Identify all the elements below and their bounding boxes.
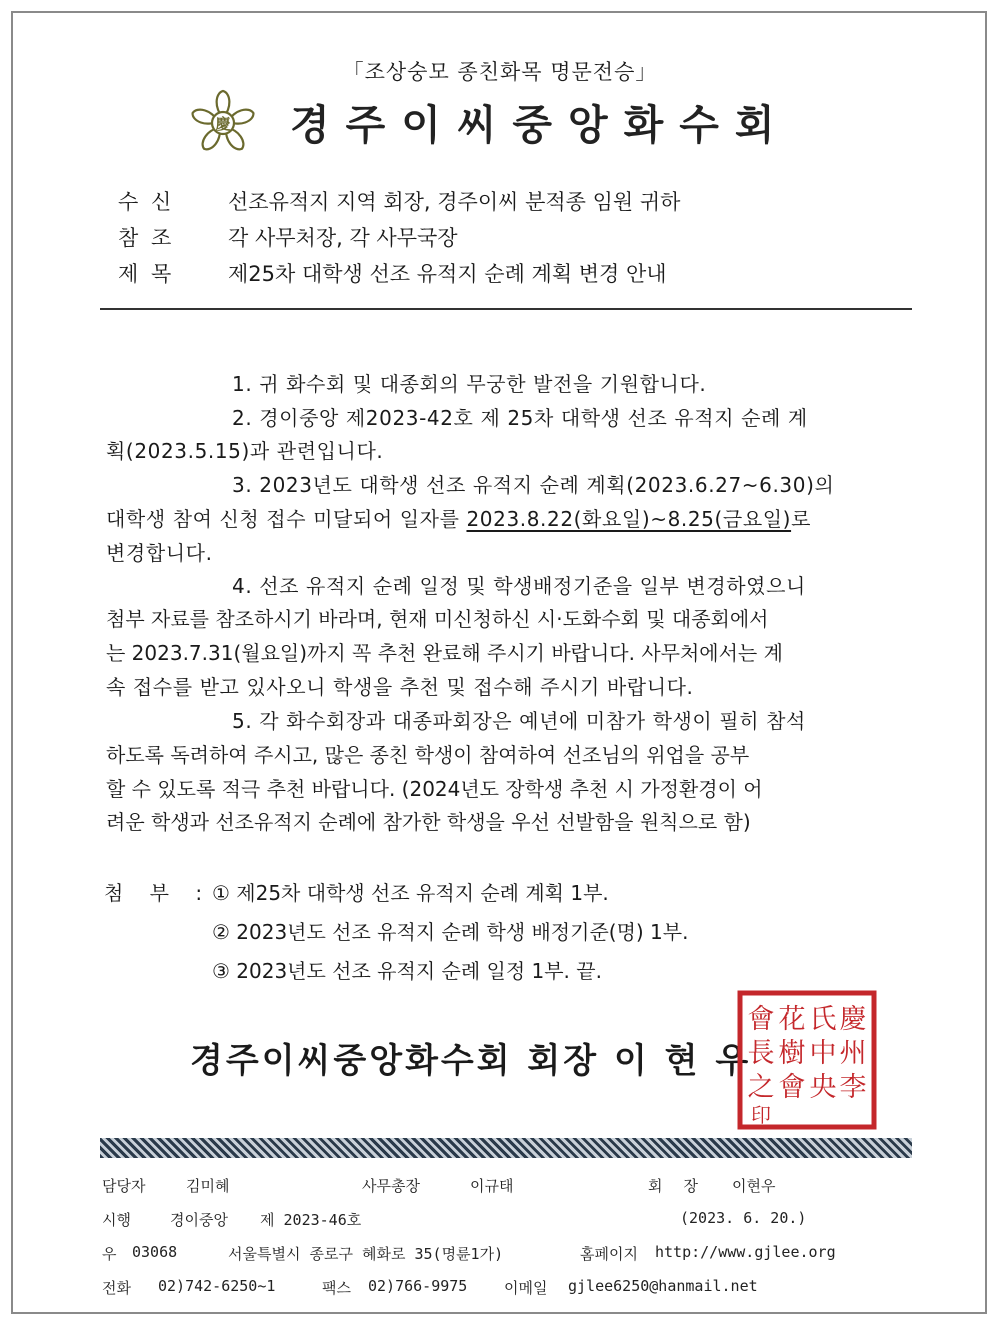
seal-char: 長 bbox=[747, 1038, 775, 1069]
recipient-value: 선조유적지 지역 회장, 경주이씨 분적종 임원 귀하 bbox=[228, 190, 681, 214]
paragraph-5-line-4: 려운 학생과 선조유적지 순례에 참가한 학생을 우선 선발함을 원칙으로 함) bbox=[106, 810, 751, 834]
footer-pattern-band bbox=[100, 1138, 912, 1158]
seal-char: 慶 bbox=[839, 1004, 867, 1035]
issue-number: 제 2023-46호 bbox=[260, 1211, 362, 1229]
seal-char: 央 bbox=[809, 1072, 837, 1103]
subject-value: 제25차 대학생 선조 유적지 순례 계획 변경 안내 bbox=[228, 262, 667, 286]
seal-char: 中 bbox=[809, 1038, 837, 1069]
secgen-label: 사무총장 bbox=[362, 1177, 420, 1195]
flower-emblem-icon bbox=[188, 88, 258, 158]
seal-char: 會 bbox=[778, 1072, 806, 1103]
cc-label: 참 조 bbox=[118, 226, 175, 250]
changed-dates: 2023.8.22(화요일)~8.25(금요일) bbox=[466, 507, 792, 531]
recipient-label: 수 신 bbox=[118, 190, 175, 214]
paragraph-4-line-3: 는 2023.7.31(월요일)까지 꼭 추천 완료해 주시기 바랍니다. 사무처에서는 계 bbox=[106, 641, 783, 665]
paragraph-1: 1. 귀 화수회 및 대종회의 무궁한 발전을 기원합니다. bbox=[232, 372, 707, 396]
address: 서울특별시 종로구 혜화로 35(명륜1가) bbox=[228, 1245, 504, 1263]
staff-label: 담당자 bbox=[102, 1177, 146, 1195]
phone-label: 전화 bbox=[102, 1279, 131, 1297]
paragraph-4-line-2: 첨부 자료를 참조하시기 바라며, 현재 미신청하신 시·도화수회 및 대종회에서 bbox=[106, 607, 769, 631]
phone-number: 02)742-6250~1 bbox=[158, 1277, 276, 1295]
chair-name: 이현우 bbox=[732, 1177, 776, 1195]
fax-label: 팩스 bbox=[322, 1279, 351, 1297]
subject-label: 제 목 bbox=[118, 262, 175, 286]
header-divider bbox=[100, 308, 912, 310]
paragraph-3-text: 대학생 참여 신청 접수 미달되어 일자를 bbox=[106, 507, 467, 531]
attachment-label: 첨 부 : bbox=[104, 881, 213, 905]
paragraph-2-line-2: 획(2023.5.15)과 관련입니다. bbox=[106, 439, 384, 463]
cc-value: 각 사무처장, 각 사무국장 bbox=[228, 226, 458, 250]
paragraph-3-suffix: 로 bbox=[791, 507, 811, 531]
seal-char: 會 bbox=[747, 1004, 775, 1035]
seal-char: 印 bbox=[751, 1103, 771, 1127]
email-label: 이메일 bbox=[504, 1279, 548, 1297]
paragraph-3-line-3: 변경합니다. bbox=[106, 541, 213, 565]
secgen-name: 이규태 bbox=[470, 1177, 514, 1195]
staff-name: 김미혜 bbox=[186, 1177, 230, 1195]
slogan: 「조상숭모 종친화목 명문전승」 bbox=[342, 60, 658, 84]
homepage-label: 홈페이지 bbox=[580, 1245, 638, 1263]
paragraph-3-line-1: 3. 2023년도 대학생 선조 유적지 순례 계획(2023.6.27~6.30)의 bbox=[232, 473, 835, 497]
signer-name: 경주이씨중앙화수회 회장 이 현 우 bbox=[190, 1041, 752, 1081]
issue-label: 시행 bbox=[102, 1211, 131, 1229]
seal-char: 李 bbox=[839, 1072, 867, 1103]
emblem-char: 慶 bbox=[215, 115, 231, 133]
paragraph-2-line-1: 2. 경이중앙 제2023-42호 제 25차 대학생 선조 유적지 순례 계 bbox=[232, 406, 808, 430]
fax-number: 02)766-9975 bbox=[368, 1277, 468, 1295]
attachment-item: ① 제25차 대학생 선조 유적지 순례 계획 1부. bbox=[212, 881, 609, 905]
seal-char: 州 bbox=[839, 1038, 867, 1069]
org-title: 경주이씨중앙화수회 bbox=[290, 101, 791, 149]
postal-label: 우 bbox=[102, 1245, 117, 1263]
issue-org: 경이중앙 bbox=[170, 1211, 228, 1229]
email-link[interactable]: gjlee6250@hanmail.net bbox=[568, 1277, 758, 1295]
attachment-item: ③ 2023년도 선조 유적지 순례 일정 1부. 끝. bbox=[212, 959, 602, 983]
paragraph-5-line-3: 할 수 있도록 적극 추천 바랍니다. (2024년도 장학생 추천 시 가정환경이 어 bbox=[106, 777, 763, 801]
attachment-item: ② 2023년도 선조 유적지 순례 학생 배정기준(명) 1부. bbox=[212, 920, 689, 944]
paragraph-4-line-4: 속 접수를 받고 있사오니 학생을 추천 및 접수해 주시기 바랍니다. bbox=[106, 675, 694, 699]
postal-code: 03068 bbox=[132, 1243, 178, 1261]
seal-char: 氏 bbox=[809, 1004, 837, 1035]
official-seal-icon bbox=[737, 990, 877, 1130]
paragraph-4-line-1: 4. 선조 유적지 순례 일정 및 학생배정기준을 일부 변경하였으니 bbox=[232, 574, 806, 598]
homepage-link[interactable]: http://www.gjlee.org bbox=[655, 1243, 836, 1261]
chair-label: 회 장 bbox=[648, 1177, 705, 1195]
seal-char: 花 bbox=[778, 1004, 806, 1035]
seal-char: 之 bbox=[747, 1072, 775, 1103]
paragraph-3-line-2 bbox=[106, 503, 811, 532]
issue-date: (2023. 6. 20.) bbox=[680, 1209, 807, 1227]
paragraph-5-line-1: 5. 각 화수회장과 대종파회장은 예년에 미참가 학생이 필히 참석 bbox=[232, 709, 806, 733]
seal-char: 樹 bbox=[778, 1038, 806, 1069]
paragraph-5-line-2: 하도록 독려하여 주시고, 많은 종친 학생이 참여하여 선조님의 위업을 공부 bbox=[106, 743, 750, 767]
